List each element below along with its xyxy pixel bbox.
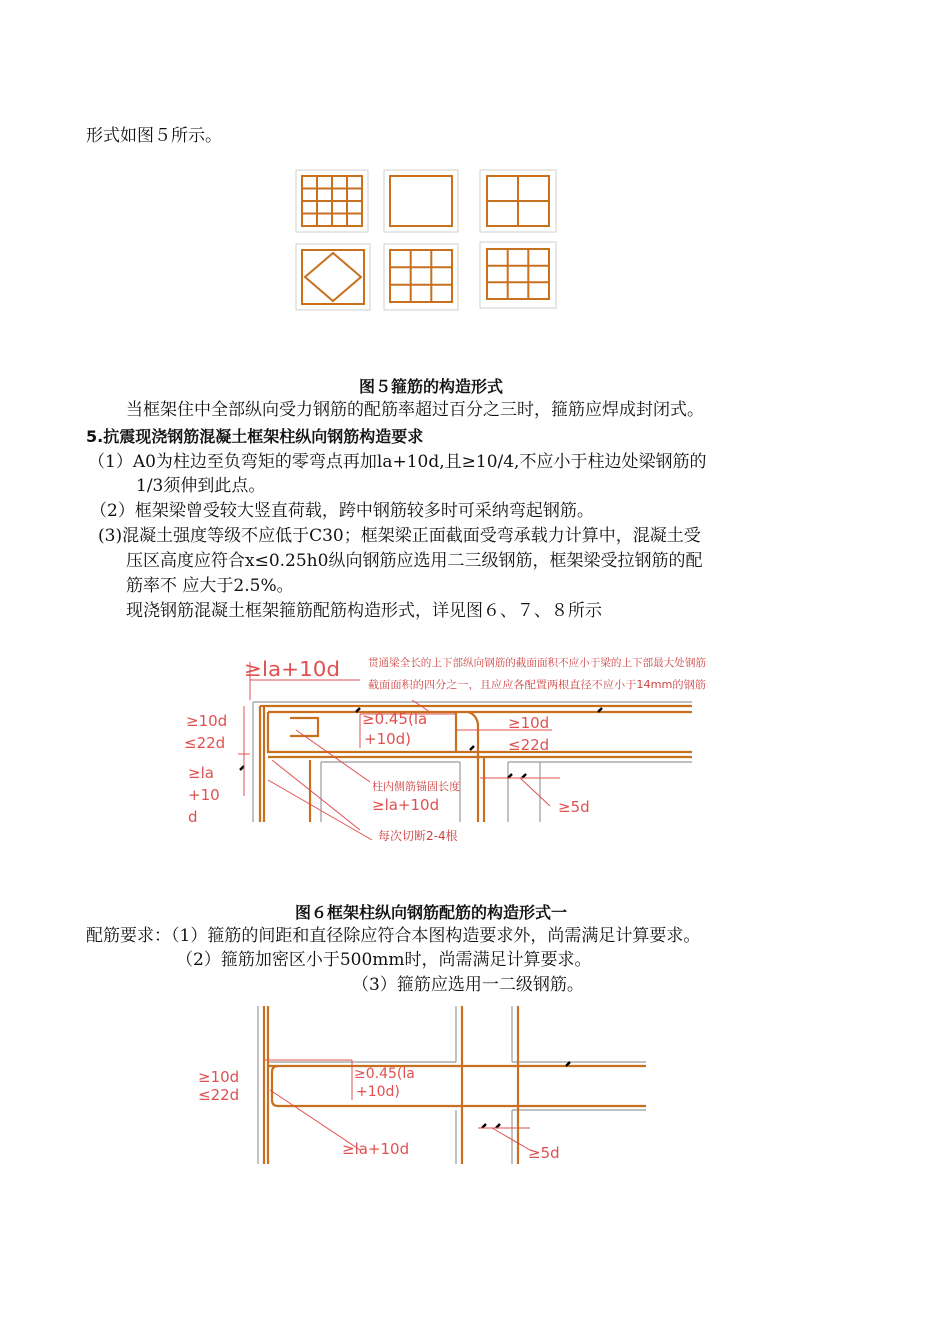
fig7-label-ge10d: ≥10d xyxy=(198,1068,240,1086)
item-2: （2）框架梁曾受较大竖直荷载，跨中钢筋较多时可采纳弯起钢筋。 xyxy=(90,501,594,521)
fig6-label-cut: 每次切断2-4根 xyxy=(378,829,458,843)
requirement-line-2: （2）箍筋加密区小于500mm时，尚需满足计算要求。 xyxy=(176,950,592,970)
fig6-note-line-2: 截面面积的四分之一，且应应各配置两根直径不应小于14mm的钢筋 xyxy=(368,679,686,691)
requirement-line-1: 配筋要求：（1）箍筋的间距和直径除应符合本图构造要求外，尚需满足计算要求。 xyxy=(86,926,701,946)
fig6-label-d-left: d xyxy=(188,808,198,826)
item-1-line-2: 1/3须伸到此点。 xyxy=(136,476,266,496)
fig6-label-la10d-top: ≥la+10d xyxy=(244,657,340,681)
fig6-label-ge10d-right: ≥10d xyxy=(508,714,550,732)
fig6-label-ge10d-left: ≥10d xyxy=(186,712,228,730)
fig6-label-la-left: ≥la xyxy=(188,764,214,782)
item-1-line-1: （1）A0为柱边至负弯矩的零弯点再加la+10d,且≥10/4,不应小于柱边处梁钢筋的 xyxy=(88,452,707,472)
section-5-heading: 5.抗震现浇钢筋混凝土框架柱纵向钢筋构造要求 xyxy=(86,427,424,446)
fig7-label-plus10d: +10d) xyxy=(356,1084,400,1100)
fig6-label-045: ≥0.45(la xyxy=(362,710,428,728)
requirement-line-3: （3）箍筋应选用一二级钢筋。 xyxy=(352,975,584,995)
fig6-label-le22d-left: ≤22d xyxy=(184,734,226,752)
fig6-label-le22d-right: ≤22d xyxy=(508,736,550,754)
figure-6-caption: 图６框架柱纵向钢筋配筋的构造形式一 xyxy=(294,903,567,922)
fig7-label-045: ≥0.45(la xyxy=(354,1066,415,1082)
fig7-label-le22d: ≤22d xyxy=(198,1086,240,1104)
item-3-line-3: 筋率不 应大于2.5%。 xyxy=(126,576,294,596)
fig6-label-plus10d: +10d) xyxy=(364,730,412,748)
fig6-label-la10d-mid: ≥la+10d xyxy=(372,796,440,814)
paragraph-weld: 当框架住中全部纵向受力钢筋的配筋率超过百分之三时，箍筋应焊成封闭式。 xyxy=(126,400,704,420)
fig7-label-la10d: ≥la+10d xyxy=(342,1140,410,1158)
item-3-line-2: 压区高度应符合x≤0.25h0纵向钢筋应选用二三级钢筋，框架梁受拉钢筋的配 xyxy=(126,551,703,571)
fig7-label-5d: ≥5d xyxy=(528,1144,560,1162)
figure-5-caption: 图５箍筋的构造形式 xyxy=(358,377,503,396)
item-3-line-1: (3)混凝土强度等级不应低于C30；框架梁正面截面受弯承载力计算中，混凝土受 xyxy=(98,526,701,546)
fig6-label-5d: ≥5d xyxy=(558,798,590,816)
fig6-note-line-1: 贯通梁全长的上下部纵向钢筋的截面面积不应小于梁的上下部最大处钢筋 xyxy=(368,657,704,669)
fig6-label-anchor: 柱内侧筋锚固长度 xyxy=(372,780,460,793)
intro-line: 形式如图５所示。 xyxy=(86,126,222,146)
fig6-label-plus10-left: +10 xyxy=(188,786,220,804)
paragraph-fig-6-7-8: 现浇钢筋混凝土框架箍筋配筋构造形式，详见图６、７、８所示 xyxy=(126,601,602,621)
